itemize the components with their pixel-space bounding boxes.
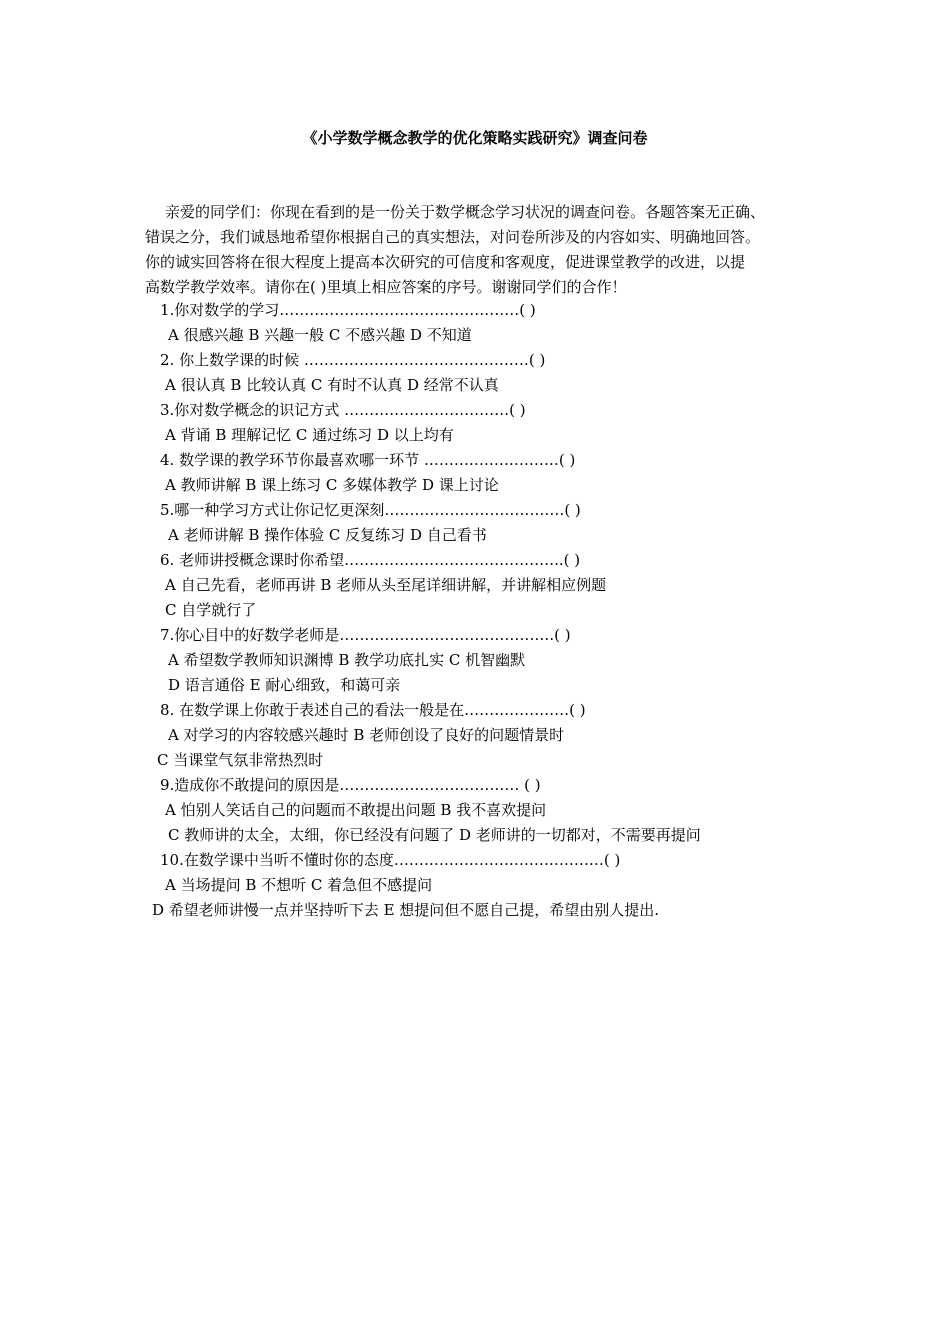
question-3-options: A 背诵 B 理解记忆 C 通过练习 D 以上均有 bbox=[165, 426, 454, 444]
question-5-options: A 老师讲解 B 操作体验 C 反复练习 D 自己看书 bbox=[168, 526, 487, 544]
question-7: 7.你心目中的好数学老师是…………………………………….( ) bbox=[160, 626, 571, 644]
question-2: 2. 你上数学课的时候 ………………………………………( ) bbox=[160, 351, 546, 369]
question-7-options: A 希望数学教师知识渊博 B 教学功底扎实 C 机智幽默 bbox=[168, 651, 526, 669]
question-6-options: C 自学就行了 bbox=[165, 601, 257, 619]
question-8-options: A 对学习的内容较感兴趣时 B 老师创设了良好的问题情景时 bbox=[168, 726, 565, 744]
question-10-options: A 当场提问 B 不想听 C 着急但不感提问 bbox=[165, 876, 433, 894]
intro-line: 高数学教学效率。请你在( )里填上相应答案的序号。谢谢同学们的合作！ bbox=[145, 278, 627, 296]
question-1-options: A 很感兴趣 B 兴趣一般 C 不感兴趣 D 不知道 bbox=[168, 326, 472, 344]
question-5: 5.哪一种学习方式让你记忆更深刻………………………………( ) bbox=[160, 501, 581, 519]
intro-line: 你的诚实回答将在很大程度上提高本次研究的可信度和客观度，促进课堂教学的改进，以提 bbox=[145, 253, 746, 271]
question-8: 8. 在数学课上你敢于表述自己的看法一般是在…………………( ) bbox=[160, 701, 586, 719]
question-6-options: A 自己先看，老师再讲 B 老师从头至尾详细讲解，并讲解相应例题 bbox=[165, 576, 607, 594]
document-title: 《小学数学概念教学的优化策略实践研究》调查问卷 bbox=[302, 129, 648, 147]
question-7-options: D 语言通俗 E 耐心细致，和蔼可亲 bbox=[168, 676, 401, 694]
question-1: 1.你对数学的学习…………………………………………( ) bbox=[160, 301, 536, 319]
question-9-options: A 怕别人笑话自己的问题而不敢提出问题 B 我不喜欢提问 bbox=[165, 801, 547, 819]
question-2-options: A 很认真 B 比较认真 C 有时不认真 D 经常不认真 bbox=[165, 376, 499, 394]
question-3: 3.你对数学概念的识记方式 ……………………………( ) bbox=[160, 401, 526, 419]
question-4-options: A 教师讲解 B 课上练习 C 多媒体教学 D 课上讨论 bbox=[165, 476, 499, 494]
question-10: 10.在数学课中当听不懂时你的态度……………………………………( ) bbox=[160, 851, 621, 869]
question-6: 6. 老师讲授概念课时你希望……………………………………..( ) bbox=[160, 551, 581, 569]
intro-line: 错误之分，我们诚恳地希望你根据自己的真实想法，对问卷所涉及的内容如实、明确地回答。 bbox=[145, 228, 761, 246]
question-9: 9.造成你不敢提问的原因是……………………………… ( ) bbox=[160, 776, 541, 794]
question-9-options: C 教师讲的太全，太细，你已经没有问题了 D 老师讲的一切都对，不需要再提问 bbox=[168, 826, 701, 844]
question-10-options: D 希望老师讲慢一点并坚持听下去 E 想提问但不愿自己提，希望由别人提出. bbox=[152, 901, 660, 919]
question-8-options: C 当课堂气氛非常热烈时 bbox=[157, 751, 324, 769]
question-4: 4. 数学课的教学环节你最喜欢哪一环节 ………………………( ) bbox=[160, 451, 576, 469]
intro-line: 亲爱的同学们：你现在看到的是一份关于数学概念学习状况的调查问卷。各题答案无正确、 bbox=[165, 203, 766, 221]
intro-paragraph bbox=[145, 200, 820, 300]
